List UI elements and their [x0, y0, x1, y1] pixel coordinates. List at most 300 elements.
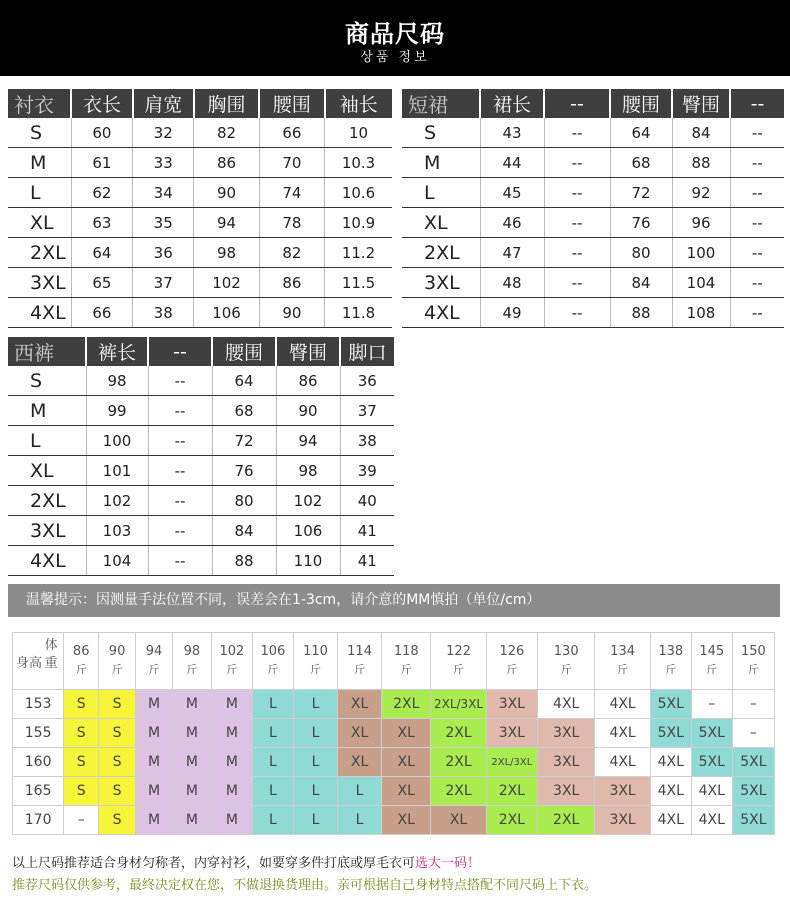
skirt-column-header: 腰围 [610, 89, 672, 118]
recommended-size-cell: M [211, 777, 252, 806]
measurement-cell: -- [730, 268, 784, 298]
recommended-size-cell: 2XL [486, 806, 537, 835]
weight-value: 145 [699, 644, 725, 659]
size-label: S [8, 366, 86, 396]
size-label: 3XL [402, 268, 480, 298]
measurement-cell: 74 [259, 178, 324, 208]
measurement-cell: -- [730, 178, 784, 208]
size-label: M [8, 396, 86, 426]
shirt-category-label: 衬衣 [8, 89, 71, 118]
recommended-size-cell: XL [382, 777, 431, 806]
recommended-size-cell: L [293, 777, 337, 806]
measurement-cell: 48 [480, 268, 544, 298]
measurement-cell: 102 [276, 486, 340, 516]
measurement-cell: 84 [212, 516, 276, 546]
table-row [8, 516, 394, 546]
size-label: M [402, 148, 480, 178]
recommended-size-cell: M [211, 719, 252, 748]
skirt-column-header: -- [544, 89, 610, 118]
recommended-size-cell: M [172, 719, 211, 748]
weight-unit: 斤 [111, 663, 123, 676]
table-row [8, 268, 392, 298]
weight-label: 体重 [44, 638, 58, 671]
measurement-cell: -- [544, 238, 610, 268]
size-label: S [8, 118, 71, 148]
measurement-cell: 72 [212, 426, 276, 456]
weight-unit: 斤 [560, 663, 572, 676]
weight-value: 110 [303, 644, 328, 659]
table-row [13, 690, 775, 719]
measurement-cell: 63 [71, 208, 132, 238]
measurement-cell: -- [544, 268, 610, 298]
measurement-cell: 68 [610, 148, 672, 178]
recommended-size-cell: 3XL [595, 777, 650, 806]
recommended-size-cell: 3XL [537, 719, 594, 748]
skirt-header-row [402, 89, 784, 118]
recommended-size-cell: XL [338, 719, 382, 748]
recommended-size-cell: 2XL [537, 806, 594, 835]
measurement-cell: 37 [340, 396, 394, 426]
pants-category-label: 西裤 [8, 337, 86, 366]
measurement-cell: 90 [259, 298, 324, 328]
recommended-size-cell: S [64, 777, 99, 806]
shirt-column-header: 袖长 [325, 89, 392, 118]
measurement-cell: 36 [133, 238, 194, 268]
measurement-cell: 92 [672, 178, 730, 208]
measurement-cell: 84 [610, 268, 672, 298]
recommended-size-cell: – [732, 690, 774, 719]
measurement-cell: -- [148, 546, 212, 576]
shirt-column-header: 胸围 [194, 89, 259, 118]
recommended-size-cell: 4XL [650, 806, 691, 835]
skirt-column-header: -- [730, 89, 784, 118]
recommended-size-cell: 5XL [691, 748, 732, 777]
measurement-cell: 72 [610, 178, 672, 208]
recommended-size-cell: 5XL [732, 777, 774, 806]
measurement-cell: 66 [259, 118, 324, 148]
weight-header [99, 633, 136, 690]
recommended-size-cell: 4XL [691, 806, 732, 835]
recommended-size-cell: M [136, 777, 173, 806]
table-row [8, 118, 392, 148]
recommended-size-cell: L [293, 719, 337, 748]
weight-header [136, 633, 173, 690]
measurement-cell: 110 [276, 546, 340, 576]
size-label: 2XL [8, 486, 86, 516]
weight-header [691, 633, 732, 690]
measurement-cell: -- [544, 148, 610, 178]
size-label: XL [8, 456, 86, 486]
measurement-cell: 34 [133, 178, 194, 208]
measurement-cell: 90 [276, 396, 340, 426]
recommended-size-cell: M [136, 806, 173, 835]
measurement-cell: 10.9 [325, 208, 392, 238]
page-subtitle: 상품 정보 [360, 50, 430, 65]
weight-header [595, 633, 650, 690]
height-label: 身高 [16, 656, 43, 671]
weight-unit: 斤 [453, 663, 465, 676]
measurement-cell: 86 [194, 148, 259, 178]
table-row [8, 426, 394, 456]
measurement-cell: 11.8 [325, 298, 392, 328]
measurement-cell: 98 [276, 456, 340, 486]
measurement-cell: -- [148, 456, 212, 486]
measurement-cell: 61 [71, 148, 132, 178]
shirt-column-header: 腰围 [259, 89, 324, 118]
weight-header [486, 633, 537, 690]
weight-value: 118 [393, 644, 419, 659]
measurement-cell: 104 [86, 546, 148, 576]
weight-unit: 斤 [186, 663, 198, 676]
recommended-size-cell: M [172, 806, 211, 835]
recommended-size-cell: 2XL/3XL [431, 690, 486, 719]
weight-value: 122 [446, 644, 471, 659]
skirt-size-table [402, 89, 784, 328]
weight-header [732, 633, 774, 690]
measurement-cell: 102 [86, 486, 148, 516]
recommended-size-cell: 4XL [595, 719, 650, 748]
recommended-size-cell: 4XL [691, 777, 732, 806]
table-row [8, 148, 392, 178]
measurement-cell: 98 [194, 238, 259, 268]
weight-header [172, 633, 211, 690]
measurement-cell: 106 [194, 298, 259, 328]
recommended-size-cell: M [136, 690, 173, 719]
weight-value: 106 [260, 644, 286, 659]
recommended-size-cell: M [172, 748, 211, 777]
recommended-size-cell: 5XL [650, 719, 691, 748]
recommended-size-cell: 2XL [486, 777, 537, 806]
measurement-cell: 10.6 [325, 178, 392, 208]
weight-value: 102 [219, 644, 245, 659]
measurement-cell: 101 [86, 456, 148, 486]
weight-value: 134 [610, 644, 635, 659]
table-row [402, 238, 784, 268]
recommended-size-cell: S [99, 777, 136, 806]
height-value: 165 [13, 777, 64, 806]
recommended-size-cell: 2XL [431, 748, 486, 777]
recommended-size-cell: 5XL [732, 806, 774, 835]
height-value: 170 [13, 806, 64, 835]
measurement-cell: -- [544, 178, 610, 208]
table-row [13, 777, 775, 806]
measurement-cell: -- [730, 298, 784, 328]
measurement-cell: -- [730, 118, 784, 148]
recommended-size-cell: XL [382, 748, 431, 777]
recommended-size-cell: 3XL [486, 719, 537, 748]
table-row [8, 396, 394, 426]
weight-unit: 斤 [400, 663, 412, 676]
measurement-cell: 106 [276, 516, 340, 546]
skirt-column-header: 臀围 [672, 89, 730, 118]
pants-column-header: 腰围 [212, 337, 276, 366]
measurement-cell: 43 [480, 118, 544, 148]
measurement-cell: -- [148, 516, 212, 546]
measurement-cell: 84 [672, 118, 730, 148]
table-row [13, 719, 775, 748]
size-label: 3XL [8, 516, 86, 546]
measurement-cell: -- [148, 396, 212, 426]
weight-header [293, 633, 337, 690]
measurement-cell: 86 [276, 366, 340, 396]
measurement-cell: 70 [259, 148, 324, 178]
shirt-column-header: 肩宽 [133, 89, 194, 118]
recommended-size-cell: 5XL [650, 690, 691, 719]
recommended-size-cell: M [172, 690, 211, 719]
note-highlight: 选大一码！ [415, 856, 481, 871]
size-label: XL [402, 208, 480, 238]
weight-value: 114 [347, 644, 372, 659]
measurement-cell: 90 [194, 178, 259, 208]
measurement-cell: 33 [133, 148, 194, 178]
shirt-column-header: 衣长 [71, 89, 132, 118]
measurement-cell: -- [544, 298, 610, 328]
measurement-cell: -- [730, 148, 784, 178]
size-label: S [402, 118, 480, 148]
table-row [402, 208, 784, 238]
size-label: L [8, 426, 86, 456]
recommended-size-cell: 3XL [537, 777, 594, 806]
recommended-size-cell: XL [338, 690, 382, 719]
table-row [8, 546, 394, 576]
page-header [0, 0, 790, 76]
size-label: L [8, 178, 71, 208]
size-label: 2XL [8, 238, 71, 268]
recommended-size-cell: S [99, 690, 136, 719]
recommended-size-cell: 5XL [691, 719, 732, 748]
measurement-cell: 11.2 [325, 238, 392, 268]
measurement-cell: -- [544, 118, 610, 148]
shirt-size-table [8, 89, 392, 328]
measurement-cell: 64 [212, 366, 276, 396]
recommended-size-cell: 3XL [537, 748, 594, 777]
recommended-size-cell: 4XL [595, 690, 650, 719]
weight-header [382, 633, 431, 690]
recommended-size-cell: 3XL [486, 690, 537, 719]
weight-header [211, 633, 252, 690]
table-row [8, 366, 394, 396]
measurement-cell: 10.3 [325, 148, 392, 178]
recommended-size-cell: 4XL [650, 748, 691, 777]
measurement-cell: 37 [133, 268, 194, 298]
recommended-size-cell: M [211, 690, 252, 719]
weight-unit: 斤 [706, 663, 718, 676]
measurement-cell: 100 [672, 238, 730, 268]
size-label: XL [8, 208, 71, 238]
measurement-cell: 60 [71, 118, 132, 148]
recommended-size-cell: L [252, 748, 293, 777]
measurement-cell: 62 [71, 178, 132, 208]
recommended-size-cell: XL [382, 719, 431, 748]
pants-header-row [8, 337, 394, 366]
table-row [13, 748, 775, 777]
measurement-cell: 38 [340, 426, 394, 456]
recommended-size-cell: 2XL [431, 719, 486, 748]
recommended-size-cell: – [732, 719, 774, 748]
recommended-size-cell: L [252, 777, 293, 806]
skirt-column-header: 裙长 [480, 89, 544, 118]
pants-column-header: 臀围 [276, 337, 340, 366]
weight-unit: 斤 [148, 663, 160, 676]
measurement-cell: 78 [259, 208, 324, 238]
table-row [402, 268, 784, 298]
table-row [8, 208, 392, 238]
recommended-size-cell: M [172, 777, 211, 806]
measurement-cell: 68 [212, 396, 276, 426]
measurement-cell: 108 [672, 298, 730, 328]
size-label: 4XL [402, 298, 480, 328]
measurement-cell: 45 [480, 178, 544, 208]
weight-value: 130 [553, 644, 579, 659]
size-label: M [8, 148, 71, 178]
measurement-cell: 46 [480, 208, 544, 238]
weight-value: 138 [658, 644, 684, 659]
recommended-size-cell: M [211, 748, 252, 777]
weight-value: 94 [145, 644, 163, 659]
recommended-size-cell: L [252, 719, 293, 748]
measurement-cell: 96 [672, 208, 730, 238]
height-value: 160 [13, 748, 64, 777]
size-label: 4XL [8, 298, 71, 328]
recommended-size-cell: M [211, 806, 252, 835]
size-label: L [402, 178, 480, 208]
recommended-size-cell: L [293, 806, 337, 835]
measurement-cell: 65 [71, 268, 132, 298]
size-recommendation-grid [12, 632, 775, 835]
recommended-size-cell: S [64, 748, 99, 777]
measurement-cell: -- [148, 486, 212, 516]
table-row [402, 298, 784, 328]
weight-header [537, 633, 594, 690]
measurement-cell: 41 [340, 546, 394, 576]
measurement-cell: 82 [194, 118, 259, 148]
recommended-size-cell: S [99, 719, 136, 748]
weight-header [431, 633, 486, 690]
recommended-size-cell: 2XL [431, 777, 486, 806]
weight-unit: 斤 [747, 663, 759, 676]
recommended-size-cell: 2XL/3XL [486, 748, 537, 777]
shirt-header-row [8, 89, 392, 118]
weight-unit: 斤 [309, 663, 321, 676]
measurement-cell: 88 [610, 298, 672, 328]
measurement-cell: 49 [480, 298, 544, 328]
measurement-cell: 35 [133, 208, 194, 238]
size-label: 3XL [8, 268, 71, 298]
measurement-tip: 温馨提示：因测量手法位置不同，误差会在1-3cm，请介意的MM慎拍（单位/cm） [8, 584, 780, 617]
corner-cell [13, 633, 64, 690]
pants-column-header: 裤长 [86, 337, 148, 366]
recommended-size-cell: XL [338, 748, 382, 777]
recommended-size-cell: 4XL [595, 748, 650, 777]
weight-unit: 斤 [226, 663, 238, 676]
table-row [402, 148, 784, 178]
measurement-cell: 86 [259, 268, 324, 298]
measurement-cell: 80 [610, 238, 672, 268]
measurement-cell: 64 [610, 118, 672, 148]
recommended-size-cell: – [64, 806, 99, 835]
measurement-cell: -- [544, 208, 610, 238]
measurement-cell: 32 [133, 118, 194, 148]
weight-value: 86 [72, 644, 90, 659]
weight-unit: 斤 [506, 663, 518, 676]
measurement-cell: 94 [276, 426, 340, 456]
measurement-cell: 39 [340, 456, 394, 486]
table-row [8, 238, 392, 268]
table-row [8, 456, 394, 486]
size-label: 4XL [8, 546, 86, 576]
measurement-cell: 102 [194, 268, 259, 298]
recommended-size-cell: L [293, 748, 337, 777]
measurement-cell: 11.5 [325, 268, 392, 298]
recommendation-note [12, 852, 480, 871]
weight-header [338, 633, 382, 690]
height-value: 155 [13, 719, 64, 748]
measurement-cell: 98 [86, 366, 148, 396]
recommended-size-cell: L [338, 777, 382, 806]
measurement-cell: 38 [133, 298, 194, 328]
measurement-cell: -- [730, 238, 784, 268]
measurement-cell: 94 [194, 208, 259, 238]
weight-unit: 斤 [354, 663, 366, 676]
recommended-size-cell: 3XL [595, 806, 650, 835]
recommended-size-cell: L [293, 690, 337, 719]
table-row [8, 486, 394, 516]
recommended-size-cell: S [64, 719, 99, 748]
measurement-cell: 80 [212, 486, 276, 516]
recommended-size-cell: 2XL [382, 690, 431, 719]
recommended-size-cell: M [136, 719, 173, 748]
table-row [13, 806, 775, 835]
recommended-size-cell: 5XL [732, 748, 774, 777]
page-title: 商品尺码 [345, 20, 445, 48]
pants-column-header: -- [148, 337, 212, 366]
weight-value: 150 [740, 644, 766, 659]
table-row [402, 118, 784, 148]
disclaimer-note: 推荐尺码仅供参考，最终决定权在您，不做退换货理由。亲可根据自己身材特点搭配不同尺码上下衣。 [12, 878, 598, 893]
measurement-cell: 36 [340, 366, 394, 396]
pants-column-header: 脚口 [340, 337, 394, 366]
weight-value: 98 [183, 644, 201, 659]
weight-header-row [13, 633, 775, 690]
weight-unit: 斤 [617, 663, 629, 676]
weight-header [252, 633, 293, 690]
recommended-size-cell: XL [382, 806, 431, 835]
table-row [402, 178, 784, 208]
recommended-size-cell: M [136, 748, 173, 777]
measurement-cell: 100 [86, 426, 148, 456]
measurement-cell: 64 [71, 238, 132, 268]
weight-value: 90 [108, 644, 126, 659]
recommended-size-cell: L [252, 806, 293, 835]
recommended-size-cell: 4XL [537, 690, 594, 719]
recommended-size-cell: S [99, 748, 136, 777]
measurement-cell: 103 [86, 516, 148, 546]
measurement-cell: 76 [212, 456, 276, 486]
measurement-cell: 44 [480, 148, 544, 178]
measurement-cell: 10 [325, 118, 392, 148]
measurement-cell: 41 [340, 516, 394, 546]
recommended-size-cell: S [99, 806, 136, 835]
recommended-size-cell: XL [431, 806, 486, 835]
table-row [8, 298, 392, 328]
weight-unit: 斤 [267, 663, 279, 676]
recommended-size-cell: – [691, 690, 732, 719]
measurement-cell: 88 [212, 546, 276, 576]
recommended-size-cell: 4XL [650, 777, 691, 806]
skirt-category-label: 短裙 [402, 89, 480, 118]
weight-value: 126 [499, 644, 525, 659]
measurement-cell: 99 [86, 396, 148, 426]
